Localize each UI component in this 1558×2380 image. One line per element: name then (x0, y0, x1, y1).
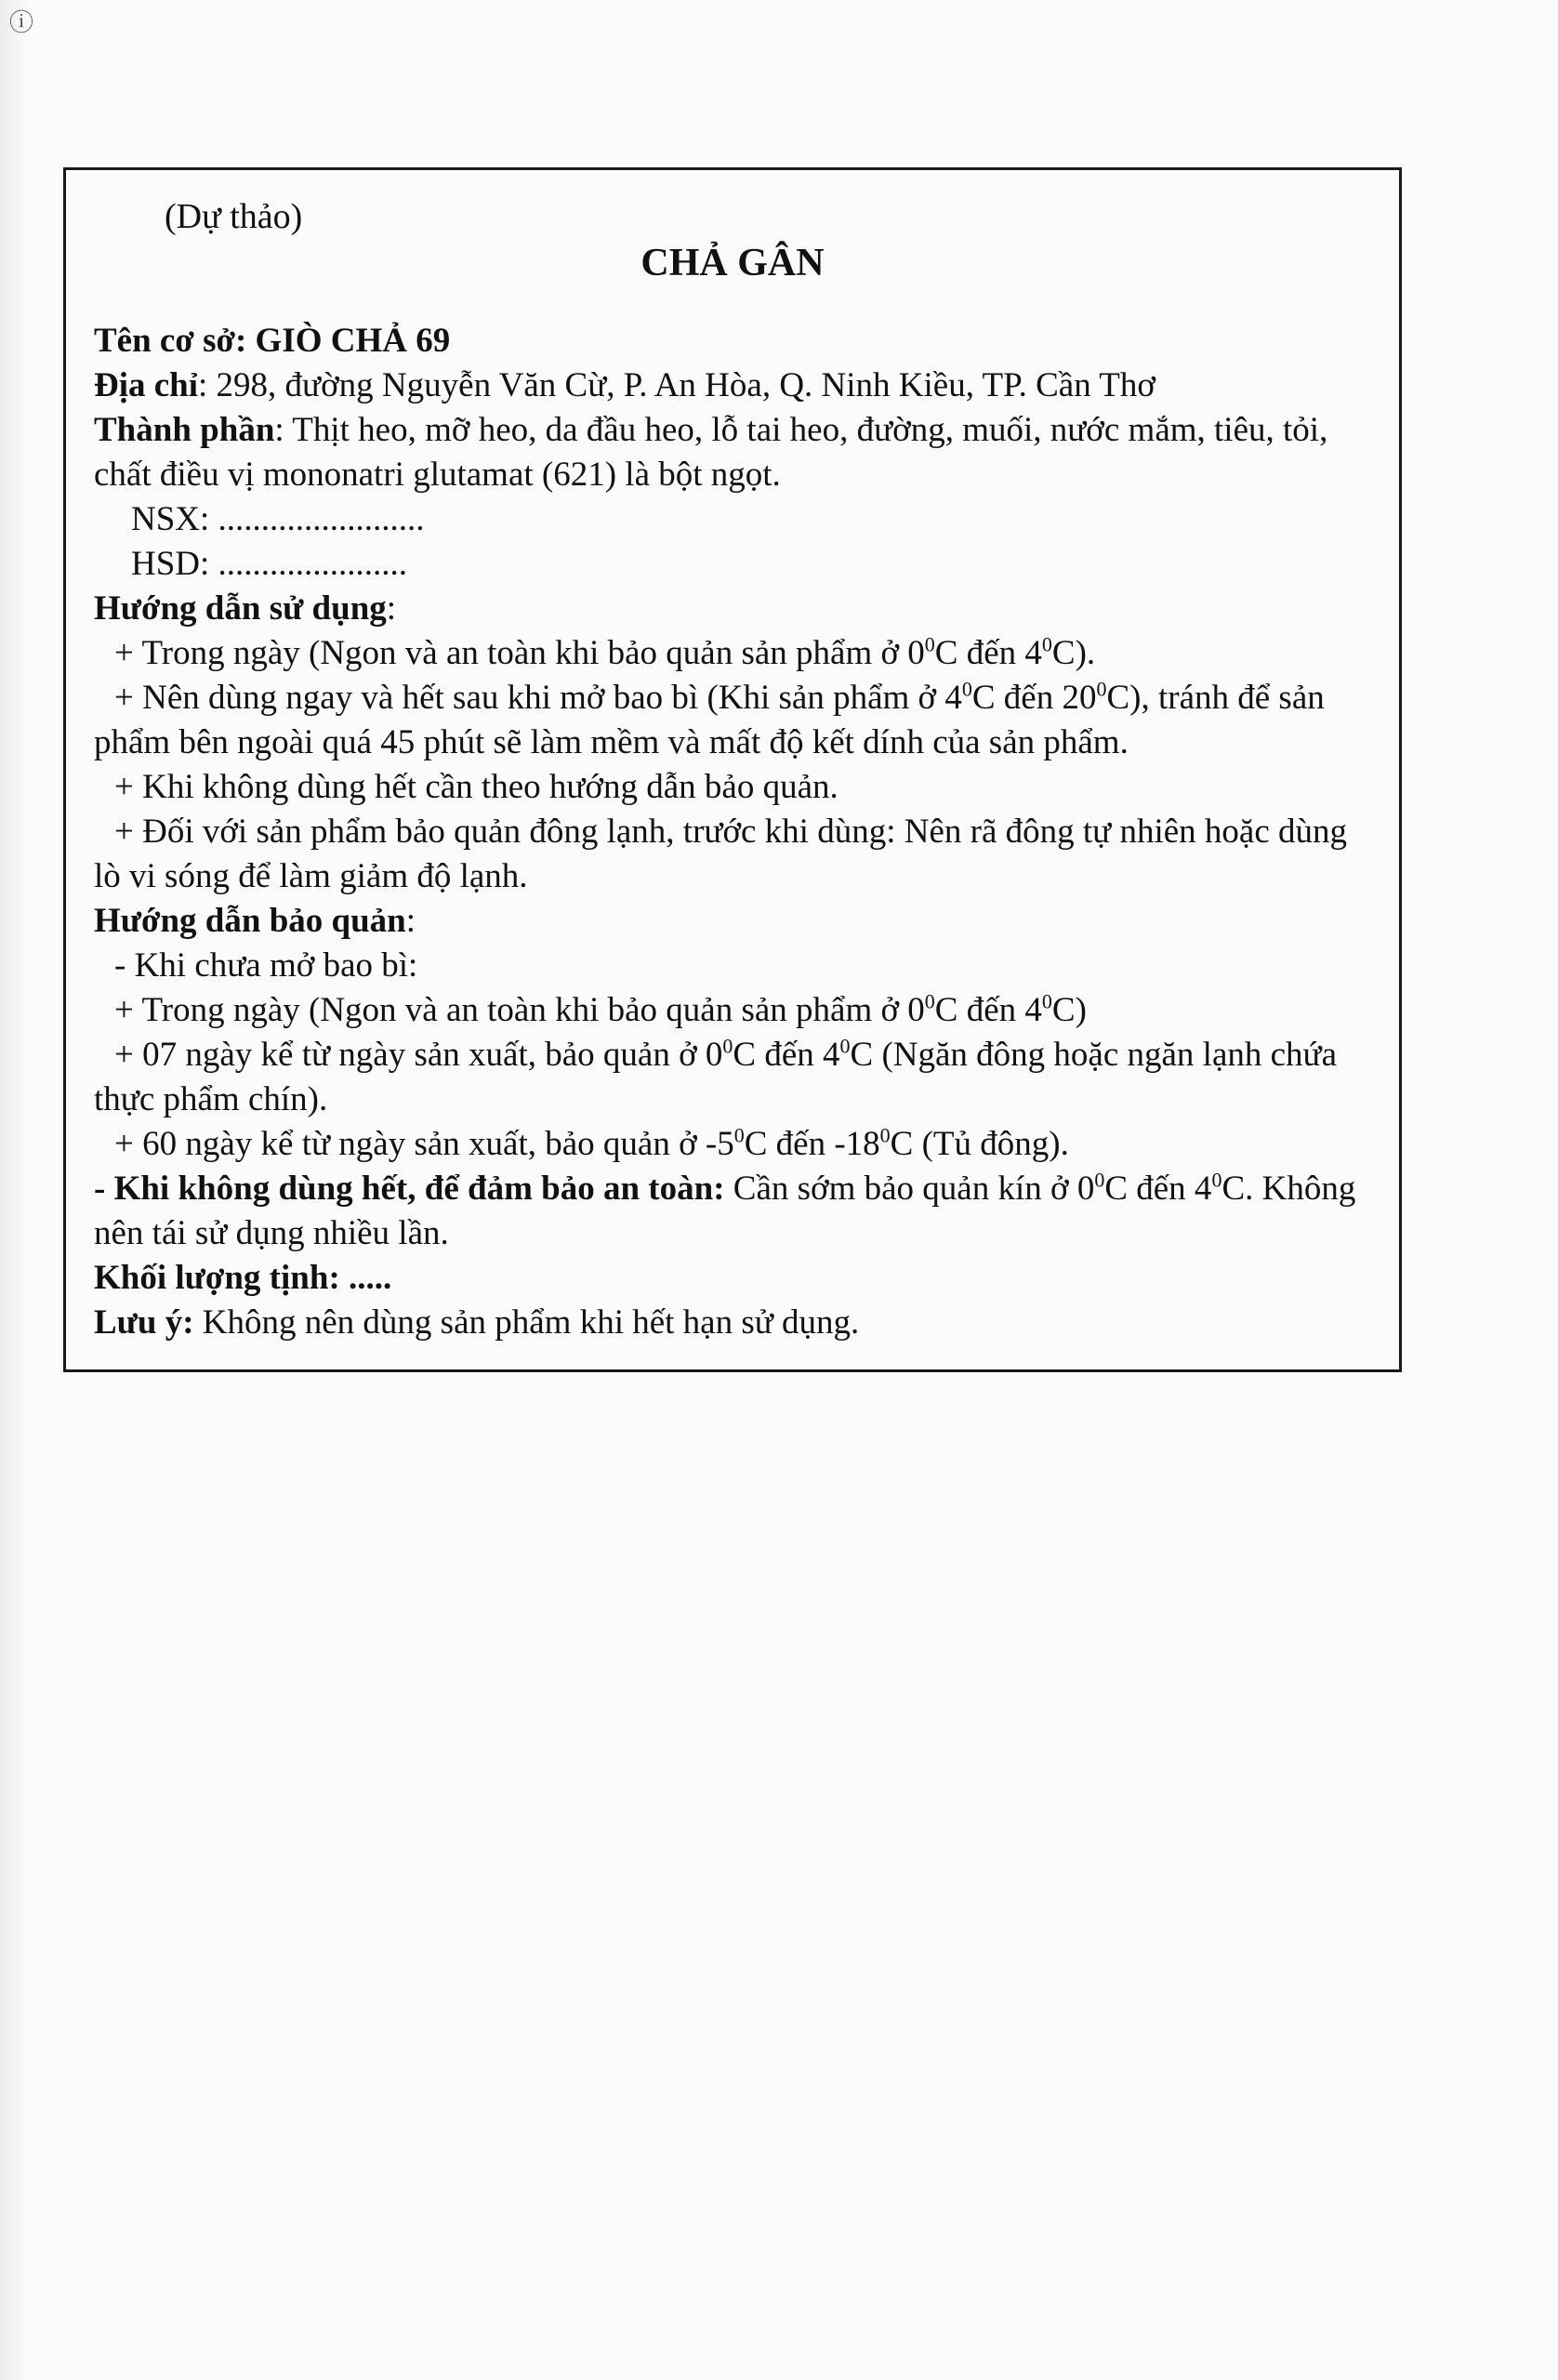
degree-sup: 0 (1211, 1168, 1222, 1192)
hsd-line: HSD: ...................... (131, 545, 408, 583)
usage-item-3: + Khi không dùng hết cần theo hướng dẫn bảo quản. (114, 768, 838, 806)
storage-leftover-text-c: C. Không nên tái sử dụng nhiều lần. (94, 1170, 1356, 1252)
degree-sup: 0 (1041, 632, 1052, 656)
usage-heading-line (94, 587, 1371, 631)
address-label: Địa chỉ (94, 366, 199, 404)
storage-item-3-text-a: + 60 ngày kể từ ngày sản xuất, bảo quản ở -5 (114, 1125, 734, 1163)
storage-item-1-text-a: + Trong ngày (Ngon và an toàn khi bảo quản sản phẩm ở 0 (114, 991, 925, 1029)
degree-sup: 0 (722, 1034, 733, 1058)
usage-item-2 (94, 676, 1371, 765)
usage-item-4: + Đối với sản phẩm bảo quản đông lạnh, trước khi dùng: Nên rã đông tự nhiên hoặc dùng lò vi sóng để làm giảm độ lạnh. (94, 813, 1348, 895)
degree-sup: 0 (1094, 1168, 1105, 1192)
storage-item-1 (94, 988, 1371, 1033)
usage-item-1-text-b: C đến 4 (934, 634, 1042, 672)
usage-heading-suffix: : (386, 589, 397, 628)
degree-sup: 0 (1096, 677, 1107, 701)
draft-note: (Dự thảo) (165, 197, 303, 236)
degree-sup: 0 (924, 632, 935, 656)
storage-item-1-text-b: C đến 4 (934, 991, 1042, 1029)
storage-item-1-text-c: C) (1051, 991, 1087, 1029)
storage-item-3 (94, 1122, 1371, 1167)
storage-item-2-text-c: C (Ngăn đông hoặc ngăn lạnh chứa thực phẩm chín). (94, 1036, 1338, 1118)
storage-item-2 (94, 1033, 1371, 1122)
net-weight-line: Khối lượng tịnh: ..... (94, 1259, 392, 1297)
usage-item-2-text-c: C), tránh để sản phẩm bên ngoài quá 45 phút sẽ làm mềm và mất độ kết dính của sản phẩm. (94, 679, 1325, 761)
storage-item-2-text-a: + 07 ngày kể từ ngày sản xuất, bảo quản ở 0 (114, 1036, 723, 1074)
ingredients-line (94, 408, 1371, 497)
establishment-value: GIÒ CHẢ 69 (255, 322, 451, 360)
ingredients-value: : Thịt heo, mỡ heo, da đầu heo, lỗ tai heo, đường, muối, nước mắm, tiêu, tỏi, chất điều vị mononatri glutamat (621) là bột ngọt. (94, 411, 1328, 494)
note-value: Không nên dùng sản phẩm khi hết hạn sử dụng. (193, 1303, 860, 1342)
usage-item-1-text-a: + Trong ngày (Ngon và an toàn khi bảo quản sản phẩm ở 0 (114, 634, 925, 672)
address-value: : 298, đường Nguyễn Văn Cừ, P. An Hòa, Q. Ninh Kiều, TP. Cần Thơ (198, 366, 1155, 404)
note-line (94, 1301, 1371, 1345)
note-label: Lưu ý: (94, 1303, 194, 1342)
storage-heading: Hướng dẫn bảo quản (94, 902, 406, 940)
establishment-line (94, 319, 1371, 364)
storage-leftover-text-a: Cần sớm bảo quản kín ở 0 (724, 1170, 1095, 1208)
storage-item-3-text-c: C (Tủ đông). (890, 1125, 1069, 1163)
product-title: CHẢ GÂN (640, 242, 825, 284)
storage-item-3-text-b: C đến -18 (744, 1125, 880, 1163)
storage-leftover-label: - Khi không dùng hết, để đảm bảo an toàn: (94, 1170, 725, 1208)
ingredients-label: Thành phần (94, 411, 275, 449)
degree-sup: 0 (924, 989, 935, 1013)
establishment-label: Tên cơ sở: (94, 322, 247, 360)
storage-heading-line (94, 899, 1371, 944)
usage-item-1-text-c: C). (1051, 634, 1096, 672)
usage-heading: Hướng dẫn sử dụng (94, 589, 387, 628)
storage-heading-suffix: : (405, 902, 416, 940)
storage-leftover (94, 1167, 1371, 1256)
nsx-line: NSX: ........................ (131, 500, 425, 538)
degree-sup: 0 (733, 1123, 745, 1147)
degree-sup: 0 (879, 1123, 891, 1147)
degree-sup: 0 (839, 1034, 851, 1058)
degree-sup: 0 (961, 677, 972, 701)
degree-sup: 0 (1041, 989, 1052, 1013)
product-label-box (63, 167, 1402, 1372)
storage-item-2-text-b: C đến 4 (733, 1036, 840, 1074)
usage-item-2-text-a: + Nên dùng ngay và hết sau khi mở bao bì (Khi sản phẩm ở 4 (114, 679, 962, 717)
page-edge (0, 0, 28, 2380)
storage-leftover-text-b: C đến 4 (1104, 1170, 1212, 1208)
storage-unopened: - Khi chưa mở bao bì: (114, 946, 418, 985)
usage-item-2-text-b: C đến 20 (971, 679, 1097, 717)
corner-mark: ⓘ (9, 9, 34, 36)
address-line (94, 364, 1371, 408)
usage-item-1 (94, 631, 1371, 676)
